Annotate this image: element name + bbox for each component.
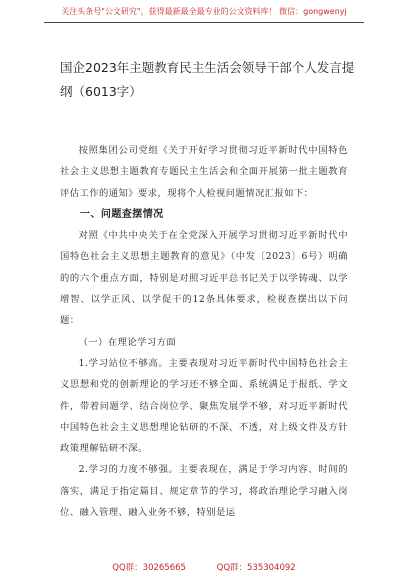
section-heading: 一、问题查摆情况 — [80, 208, 164, 220]
body-paragraph: 对照《中共中央关于在全党深入开展学习贯彻习近平新时代中国特色社会主义思想主题教育的意见》（中发〔2023〕6号）明确的的六个重点方面，特别是对照习近平总书记关于以学铸魂、以学增智、以学正风、以学促干的12条具体要求，检视查摆出以下问题： — [60, 230, 348, 327]
footer-contacts — [0, 561, 408, 573]
footer-qq-group-1: QQ群：30265665 — [112, 563, 186, 573]
document-title: 国企2023年主题教育民主生活会领导干部个人发言提纲（6013字） — [60, 60, 355, 99]
header-divider — [44, 22, 364, 23]
document-body — [60, 140, 348, 523]
subsection-heading: （一）在理论学习方面 — [78, 336, 177, 348]
header-banner: 关注头条号"公文研究"，获得最新最全最专业的公文资料库！ 微信：gongwenyj — [61, 7, 347, 16]
body-paragraph: 2.学习的力度不够强。主要表现在，满足于学习内容、时间的落实，满足于指定篇目、规定章节的学习，将政治理论学习融入岗位、融入管理、融入业务不够，特别是运 — [60, 464, 348, 519]
body-paragraph: 1.学习站位不够高。主要表现对习近平新时代中国特色社会主义思想和党的创新理论的学习还不够全面、系统满足于报纸、学文件，带着问题学、结合岗位学、聚焦发展学不够，对习近平新时代中国特色社会主义思想理论钻研的不深、不透，对上级文件及方针政策理解钻研不深。 — [60, 357, 348, 455]
intro-paragraph: 按照集团公司党组《关于开好学习贯彻习近平新时代中国特色社会主义思想主题教育专题民主生活会和全面开展第一批主题教育评估工作的通知》要求，现将个人检视问题情况汇报如下： — [60, 145, 348, 199]
footer-qq-group-2: QQ群：535304092 — [216, 563, 296, 573]
